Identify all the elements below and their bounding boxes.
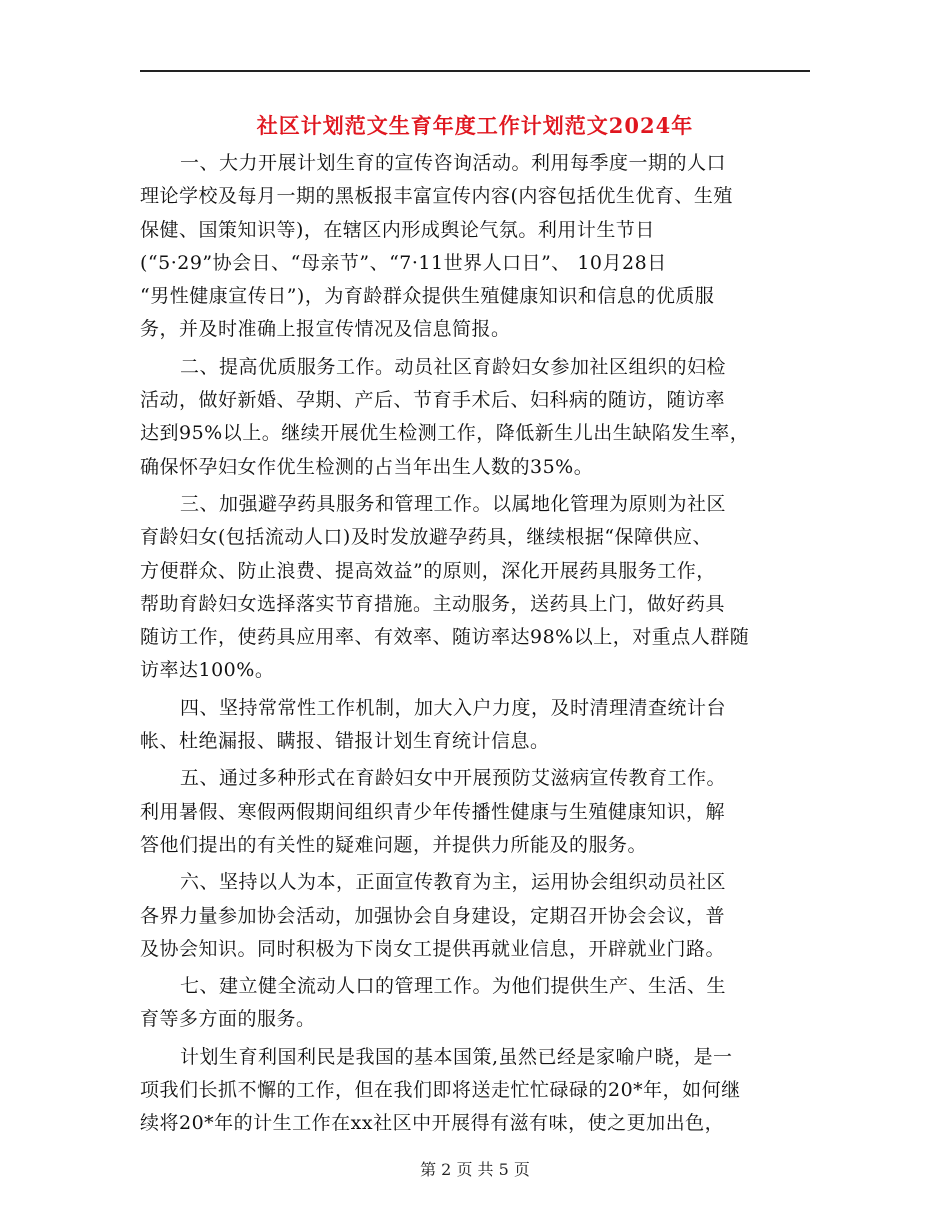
document-body xyxy=(140,147,814,1145)
paragraph-6 xyxy=(140,866,814,966)
text-line: (“5·29”协会日、“母亲节”、“7·11世界人口日”、 10月28日 xyxy=(140,251,667,274)
text-line: 育等多方面的服务。 xyxy=(140,1008,316,1031)
text-line: 务，并及时准确上报宣传情况及信息简报。 xyxy=(140,318,511,341)
text-line: 随访工作，使药具应用率、有效率、随访率达98%以上，对重点人群随 xyxy=(140,626,750,649)
text-line: 确保怀孕妇女作优生检测的占当年出生人数的35%。 xyxy=(140,455,594,478)
text-line: 方便群众、防止浪费、提高效益”的原则，深化开展药具服务工作， xyxy=(140,559,716,582)
paragraph-7 xyxy=(140,970,814,1037)
text-line: 保健、国策知识等)，在辖区内形成舆论气氛。利用计生节日 xyxy=(140,218,655,241)
text-line: 理论学校及每月一期的黑板报丰富宣传内容(内容包括优生优育、生殖 xyxy=(140,185,733,208)
text-line: 达到95%以上。继续开展优生检测工作，降低新生儿出生缺陷发生率， xyxy=(140,422,750,445)
paragraph-8 xyxy=(140,1041,814,1141)
text-line: 帮助育龄妇女选择落实节育措施。主动服务，送药具上门，做好药具 xyxy=(140,592,726,615)
text-line: 续将20*年的计生工作在xx社区中开展得有滋有味，使之更加出色， xyxy=(140,1112,725,1135)
text-line: 七、建立健全流动人口的管理工作。为他们提供生产、生活、生 xyxy=(180,975,727,998)
text-line: 帐、杜绝漏报、瞒报、错报计划生育统计信息。 xyxy=(140,730,550,753)
text-line: 各界力量参加协会活动，加强协会自身建设，定期召开协会会议，普 xyxy=(140,904,726,927)
paragraph-1 xyxy=(140,147,814,347)
text-line: 五、通过多种形式在育龄妇女中开展预防艾滋病宣传教育工作。 xyxy=(180,767,727,790)
text-line: 利用暑假、寒假两假期间组织青少年传播性健康与生殖健康知识，解 xyxy=(140,800,726,823)
page-footer: 第 2 页 共 5 页 xyxy=(420,1160,530,1179)
text-line: 二、提高优质服务工作。动员社区育龄妇女参加社区组织的妇检 xyxy=(180,355,727,378)
paragraph-3 xyxy=(140,488,814,688)
text-line: 育龄妇女(包括流动人口)及时发放避孕药具，继续根据“保障供应、 xyxy=(140,526,713,549)
text-line: 访率达100%。 xyxy=(140,659,275,682)
text-line: 一、大力开展计划生育的宣传咨询活动。利用每季度一期的人口 xyxy=(180,152,727,174)
text-line: 计划生育利国利民是我国的基本国策,虽然已经是家喻户晓，是一 xyxy=(180,1045,733,1068)
header-rule xyxy=(140,70,810,72)
text-line: “男性健康宣传日”)，为育龄群众提供生殖健康知识和信息的优质服 xyxy=(140,285,715,308)
text-line: 活动，做好新婚、孕期、产后、节育手术后、妇科病的随访，随访率 xyxy=(140,389,726,412)
text-line: 三、加强避孕药具服务和管理工作。以属地化管理为原则为社区 xyxy=(180,492,727,515)
text-line: 项我们长抓不懈的工作，但在我们即将送走忙忙碌碌的20*年，如何继 xyxy=(140,1079,741,1102)
text-line: 及协会知识。同时积极为下岗女工提供再就业信息，开辟就业门路。 xyxy=(140,937,726,960)
text-line: 六、坚持以人为本，正面宣传教育为主，运用协会组织动员社区 xyxy=(180,871,727,894)
text-line: 四、坚持常常性工作机制，加大入户力度，及时清理清查统计台 xyxy=(180,696,727,719)
paragraph-2 xyxy=(140,351,814,484)
text-line: 答他们提出的有关性的疑难问题，并提供力所能及的服务。 xyxy=(140,833,648,856)
document-title: 社区计划范文生育年度工作计划范文2024年 xyxy=(256,113,694,138)
paragraph-4 xyxy=(140,692,814,759)
paragraph-5 xyxy=(140,762,814,862)
